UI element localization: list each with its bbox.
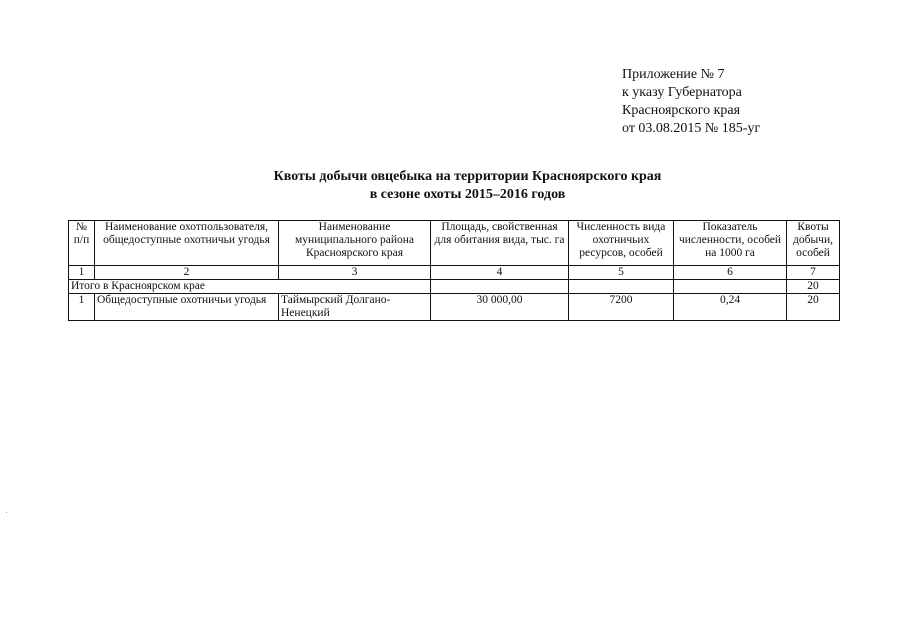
column-number: 1	[69, 266, 95, 280]
row-hunting-user: Общедоступные охотничьи угодья	[95, 294, 279, 321]
header-quota: Квоты добычи, особей	[787, 221, 840, 266]
total-area	[431, 280, 569, 294]
scan-speck	[6, 512, 7, 513]
total-density	[674, 280, 787, 294]
total-label: Итого в Красноярском крае	[69, 280, 431, 294]
header-number: № п/п	[69, 221, 95, 266]
title-line-1: Квоты добычи овцебыка на территории Красноярского края	[273, 169, 662, 184]
row-population: 7200	[569, 294, 674, 321]
row-area: 30 000,00	[431, 294, 569, 321]
table-header-row	[69, 221, 840, 266]
header-district: Наименование муниципального района Красноярского края	[279, 221, 431, 266]
appendix-date-line: от 03.08.2015 № 185-уг	[622, 121, 761, 136]
total-population	[569, 280, 674, 294]
header-hunting-user: Наименование охотпользователя, общедоступные охотничьи угодья	[95, 221, 279, 266]
title-line-2: в сезоне охоты 2015–2016 годов	[369, 187, 566, 202]
total-quota: 20	[787, 280, 840, 294]
appendix-decree-line: к указу Губернатора	[622, 85, 742, 100]
total-row	[69, 280, 840, 294]
column-number: 6	[674, 266, 787, 280]
column-number-row	[69, 266, 840, 280]
column-number: 2	[95, 266, 279, 280]
column-number: 4	[431, 266, 569, 280]
row-quota: 20	[787, 294, 840, 321]
row-district: Таймырский Долгано-Ненецкий	[279, 294, 431, 321]
row-density: 0,24	[674, 294, 787, 321]
column-number: 7	[787, 266, 840, 280]
row-number: 1	[69, 294, 95, 321]
document-title	[200, 168, 735, 204]
header-density: Показатель численности, особей на 1000 га	[674, 221, 787, 266]
appendix-number: Приложение № 7	[622, 67, 725, 82]
header-area: Площадь, свойственная для обитания вида, тыс. га	[431, 221, 569, 266]
appendix-reference	[622, 66, 760, 138]
column-number: 5	[569, 266, 674, 280]
quota-table	[68, 220, 840, 321]
table-row	[69, 294, 840, 321]
column-number: 3	[279, 266, 431, 280]
appendix-region-line: Красноярского края	[622, 103, 741, 118]
header-population: Численность вида охотничьих ресурсов, особей	[569, 221, 674, 266]
